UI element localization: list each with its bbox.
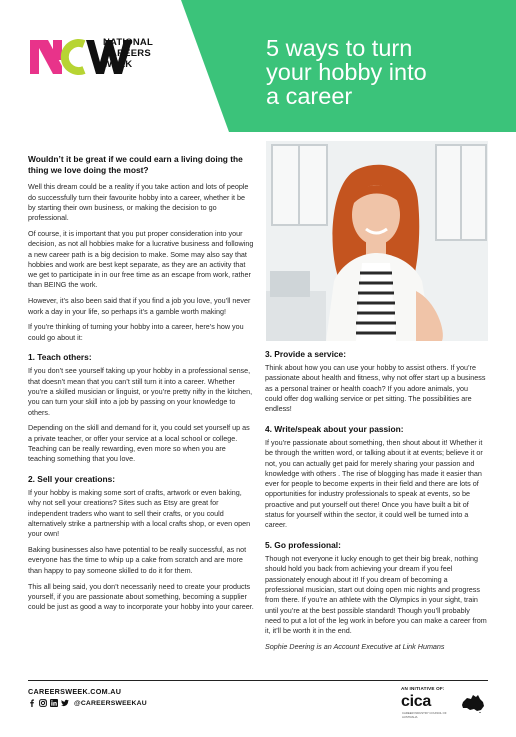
right-column xyxy=(265,349,487,658)
intro-lead: Wouldn’t it be great if we could earn a living doing the thing we love doing the most? xyxy=(28,154,243,176)
intro-paragraph: However, it’s also been said that if you find a job you love, you’ll never work a day in your life, so perhaps it’s a gamble worth making! xyxy=(28,296,251,316)
cica-logo: cica xyxy=(401,693,431,710)
author-byline: Sophie Deering is an Account Executive at Link Humans xyxy=(265,642,445,652)
instagram-icon[interactable] xyxy=(39,699,47,707)
section-heading-teach: 1. Teach others: xyxy=(28,352,92,363)
linkedin-icon[interactable] xyxy=(50,699,58,707)
left-column xyxy=(28,154,254,618)
intro-paragraph: If you’re thinking of turning your hobby into a career, here’s how you could go about it: xyxy=(28,322,244,342)
section-paragraph: Depending on the skill and demand for it, you could set yourself up as a private teacher, or offer your service at a local school or college. Teaching can be really rewarding, even more so when you are teaching something that you love. xyxy=(28,423,250,464)
cica-tagline: CAREER INDUSTRY COUNCIL OF AUSTRALIA xyxy=(402,711,447,719)
footer-divider xyxy=(28,680,488,681)
website-link[interactable]: CAREERSWEEK.COM.AU xyxy=(28,687,122,696)
twitter-icon[interactable] xyxy=(61,699,69,707)
intro-paragraph: Of course, it is important that you put proper consideration into your decision, as not all hobbies make for a lucrative business and following a new career path is a big decision to make. Some may also say that hobbies and work are best kept separate, as they are an activity that we get to participate in in our free time as an escape from work, rather than BEING the work. xyxy=(28,229,254,290)
social-handle[interactable]: @CAREERSWEEKAU xyxy=(74,699,147,707)
section-paragraph: This all being said, you don’t necessarily need to create your products yourself, if you are passionate about something, becoming a supplier could be just as good a way to incorporate your hobby into your career. xyxy=(28,581,254,612)
facebook-icon[interactable] xyxy=(28,699,36,707)
section-heading-sell: 2. Sell your creations: xyxy=(28,474,116,485)
intro-paragraph: Well this dream could be a reality if you take action and lots of people do successfully turn their favourite hobby into a career, whether it be by starting their own business, or making the decision to go professional. xyxy=(28,182,249,223)
social-links xyxy=(28,698,147,708)
woman-photo-illustration xyxy=(266,141,488,341)
australia-map-icon xyxy=(460,693,486,713)
hero-photo xyxy=(266,141,488,341)
section-heading-professional: 5. Go professional: xyxy=(265,540,341,551)
section-paragraph: Baking businesses also have potential to be really successful, as not everyone has the time to whip up a cake from scratch and are more than happy to pay someone skilled to do it for them. xyxy=(28,545,247,575)
section-paragraph: If you don’t see yourself taking up your hobby in a professional sense, that doesn’t mean that you can’t still turn it into a career. Whether you’re a skilled musician or linguist, or you’re pretty nifty in the kitchen, you can turn your skill into a job by passing on your knowledge to others. xyxy=(28,366,253,417)
section-paragraph: Think about how you can use your hobby to assist others. If you’re passionate about health and fitness, why not offer start up a business as a personal trainer or health coach? If you adore animals, you could offer dog walking service or pet sitting. The possibilities are endless! xyxy=(265,363,486,414)
section-heading-write-speak: 4. Write/speak about your passion: xyxy=(265,423,404,434)
logo-wordmark: NATIONAL CAREERS WEEK xyxy=(103,37,153,70)
initiative-label: AN INITIATIVE OF: xyxy=(401,686,445,691)
section-paragraph: If you’re passionate about something, then shout about it! Whether it be through the written word, or talking about it at events; believe it or not, you can actually get paid for merely sharing your passion and knowledge with others . The rise of blogging has made it easier than ever for people to become experts in their field and there are lots of opportunities for industry professionals to speak at events, so be proactive and put yourself out there! Once you have built a bit of status for yourself within the sector, it could well be turned into a career. xyxy=(265,437,483,530)
section-paragraph: Though not everyone it lucky enough to get their big break, nothing should hold you back from achieving your dream if you feel passionately enough about it! If you dream of becoming a professional musician, start out doing open mic nights and progress from there. If you’re an athlete with the Olympics in your sight, train until you’re at the best possible standard! Though you’ll probably need to put a lot of the leg work in before you can make a career from it, it’ll be worth it in the end. xyxy=(265,554,487,636)
page-title: 5 ways to turn your hobby into a career xyxy=(266,35,427,109)
section-heading-service: 3. Provide a service: xyxy=(265,349,347,359)
section-paragraph: If your hobby is making some sort of crafts, artwork or even baking, why not sell your creations? Sites such as Etsy are great for independent traders who want to sell their crafts, or you could alternatively strike a partnership with a local crafts shop, or even open your own! xyxy=(28,488,251,539)
